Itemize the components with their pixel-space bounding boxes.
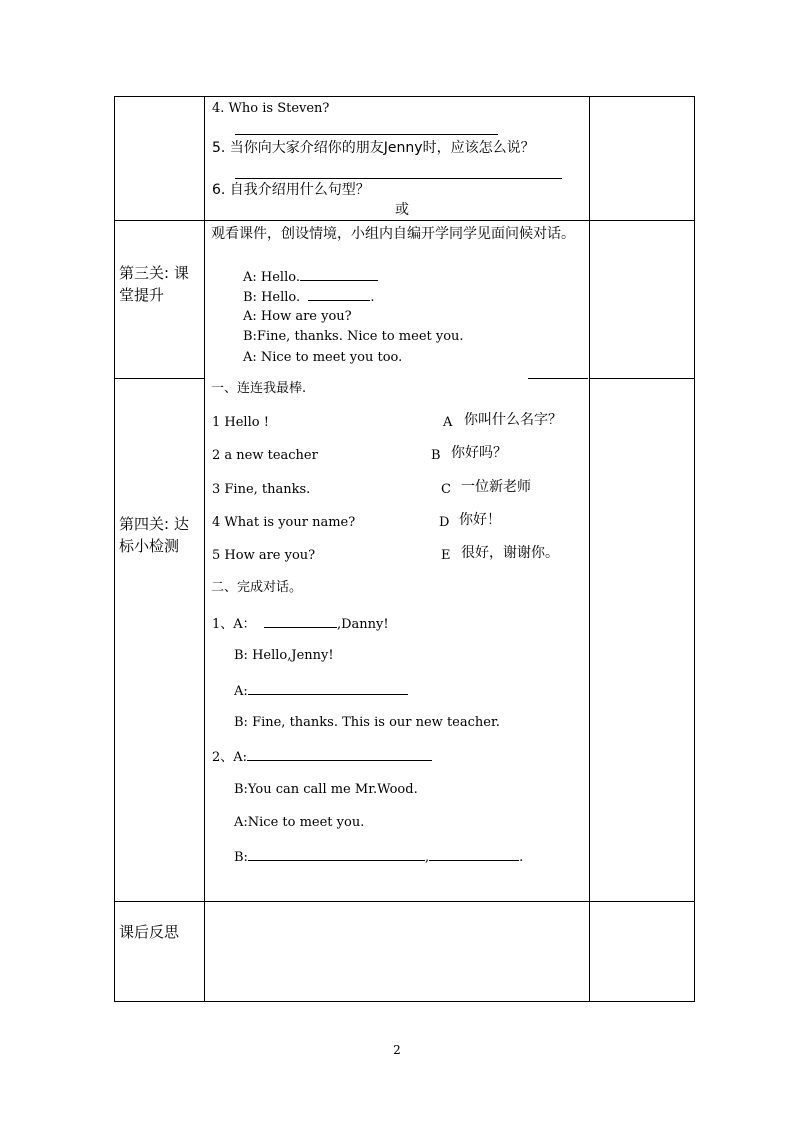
- match-left-2: 2 a new teacher: [212, 448, 318, 463]
- match-right-d: 你好！: [459, 512, 501, 528]
- row-divider-1: [115, 220, 695, 221]
- blank[interactable]: [248, 848, 425, 861]
- match-letter-c: C: [441, 482, 451, 497]
- dialogue2-line-a: 2、A:: [212, 748, 432, 766]
- match-letter-d: D: [439, 515, 450, 530]
- blank[interactable]: [300, 268, 378, 281]
- match-letter-e: E: [441, 548, 451, 563]
- dialogue2-line-a2: A:Nice to meet you.: [234, 815, 365, 830]
- dialogue2-line-b: B:You can call me Mr.Wood.: [234, 782, 418, 797]
- section-label-3: 第三关: 课堂提升: [119, 264, 189, 304]
- or-text: 或: [395, 202, 409, 218]
- blank[interactable]: [429, 848, 519, 861]
- section-3-intro: 观看课件，创设情境，小组内自编开学同学见面问候对话。: [211, 226, 575, 242]
- dialogue-line-2: B: Hello. .: [243, 290, 375, 305]
- row-divider-2-left: [115, 378, 204, 379]
- blank[interactable]: [247, 748, 432, 761]
- answer-line-5: [235, 178, 562, 179]
- match-left-5: 5 How are you?: [212, 548, 316, 563]
- answer-line-4: [235, 134, 498, 135]
- dialogue-line-3: A: How are you?: [243, 309, 352, 324]
- row-divider-2-mid: [528, 378, 588, 379]
- blank[interactable]: [248, 682, 408, 695]
- dialogue1-line-b: B: Hello,Jenny!: [234, 648, 334, 663]
- part2-title: 二、完成对话。: [211, 580, 303, 595]
- row-divider-2-right: [589, 378, 695, 379]
- section-label-4: 第四关: 达标小检测: [119, 515, 189, 555]
- dialogue-line-5: A: Nice to meet you too.: [243, 350, 403, 365]
- dialogue1-line-a2: A:: [234, 682, 408, 700]
- match-right-e: 很好，谢谢你。: [461, 545, 559, 561]
- dialogue1-line-a: 1、A： ,Danny!: [212, 617, 389, 632]
- dialogue2-line-b2: B: , .: [234, 850, 524, 865]
- match-right-c: 一位新老师: [461, 479, 531, 495]
- blank[interactable]: [264, 615, 337, 628]
- match-right-a: 你叫什么名字？: [464, 412, 562, 428]
- column-divider-right: [589, 97, 590, 1001]
- match-left-1: 1 Hello !: [212, 415, 269, 430]
- blank[interactable]: [308, 288, 370, 301]
- match-left-4: 4 What is your name?: [212, 515, 356, 530]
- match-letter-b: B: [431, 448, 441, 463]
- match-left-3: 3 Fine, thanks.: [212, 482, 311, 497]
- dialogue-line-1: A: Hello.: [243, 268, 378, 286]
- dialogue1-line-b2: B: Fine, thanks. This is our new teacher.: [234, 715, 500, 730]
- dialogue-line-4: B:Fine, thanks. Nice to meet you.: [243, 329, 464, 344]
- row-divider-3: [115, 901, 695, 902]
- part1-title: 一、连连我最棒.: [211, 381, 307, 396]
- question-6: 6. 自我介绍用什么句型？: [212, 182, 370, 198]
- question-4: 4. Who is Steven?: [212, 101, 330, 116]
- match-right-b: 你好吗？: [451, 445, 507, 461]
- column-divider-left: [204, 97, 205, 1001]
- section-label-reflection: 课后反思: [119, 923, 180, 941]
- match-letter-a: A: [443, 415, 453, 430]
- question-5: 5. 当你向大家介绍你的朋友Jenny时，应该怎么说？: [212, 140, 535, 156]
- page-number: 2: [393, 1043, 401, 1057]
